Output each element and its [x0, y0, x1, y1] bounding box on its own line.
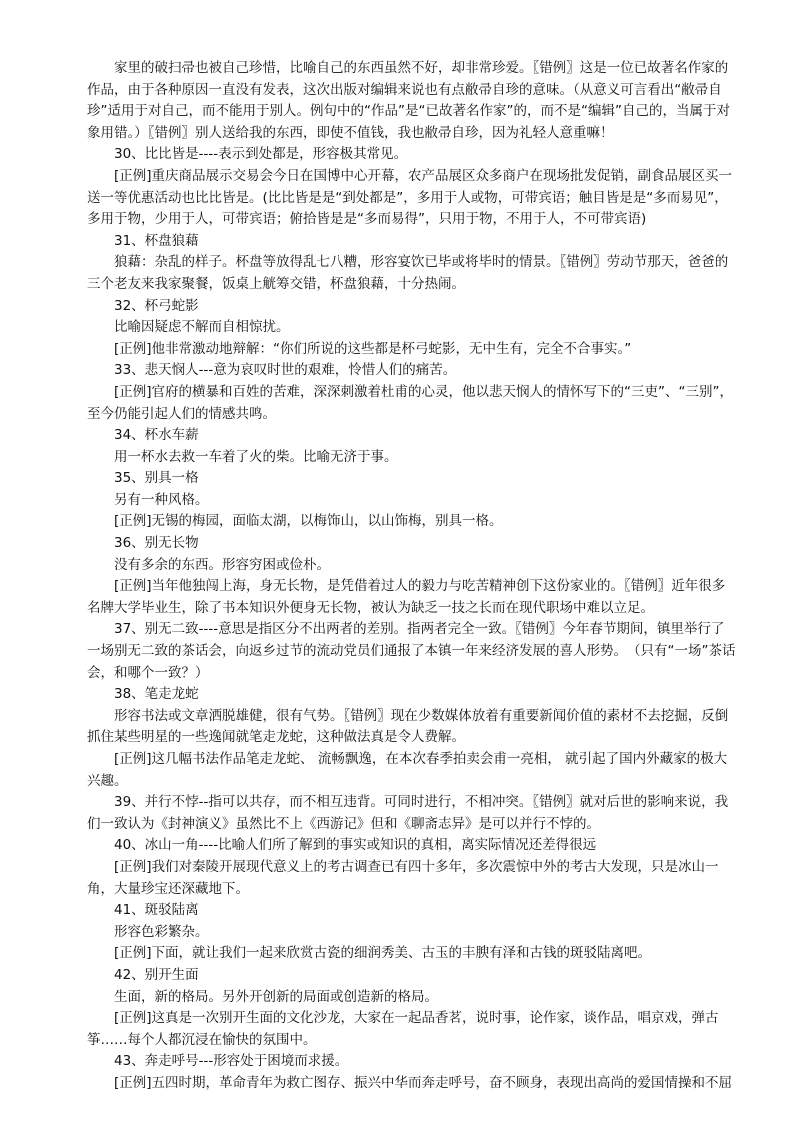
paragraph: [正例]无锡的梅园，面临太湖，以梅饰山，以山饰梅，别具一格。	[114, 513, 503, 530]
idiom-entry-heading: 39、并行不悖--指可以共存，而不相互违背。可同时进行，不相冲突。〖错例〗就对后世的影响来说，我们一致认为《封神演义》虽然比不上《西游记》但和《聊斋志异》是可以并行不悖的。	[87, 794, 729, 832]
paragraph: 形容书法或文章洒脱雄健，很有气势。〖错例〗现在少数媒体放着有重要新闻价值的素材不去挖掘，反倒抓住某些明星的一些逸闻就笔走龙蛇，这种做法真是令人费解。	[87, 707, 729, 746]
paragraph: [正例]五四时期，革命青年为救亡图存、振兴中华而奔走呼号，奋不顾身，表现出高尚的爱国情操和不屈	[114, 1074, 733, 1091]
paragraph: [正例]官府的横暴和百姓的苦难，深深刺激着杜甫的心灵，他以悲天悯人的情怀写下的“三吏”、“三别”，至今仍能引起人们的情感共鸣。	[87, 383, 734, 422]
idiom-entry-heading: 33、悲天悯人---意为哀叹时世的艰难，怜惜人们的痛苦。	[114, 362, 457, 379]
paragraph: 生面，新的格局。另外开创新的局面或创造新的格局。	[114, 988, 438, 1005]
paragraph: 形容色彩繁杂。	[114, 923, 209, 940]
paragraph: [正例]当年他独闯上海，身无长物，是凭借着过人的毅力与吃苦精神创下这份家业的。〖错例〗近年很多名牌大学毕业生，除了书本知识外便身无长物，被认为缺乏一技之长而在现代职场中难以立足。	[87, 578, 726, 616]
idiom-entry-heading: 41、斑驳陆离	[114, 902, 199, 919]
idiom-entry-heading: 30、比比皆是----表示到处都是，形容极其常见。	[114, 146, 408, 163]
paragraph: [正例]这几幅书法作品笔走龙蛇、 流畅飘逸，在本次春季拍卖会甫一亮相， 就引起了国内外藏家的极大兴趣。	[87, 751, 728, 789]
paragraph: 另有一种风格。	[114, 491, 209, 508]
paragraph: [正例]这真是一次别开生面的文化沙龙，大家在一起品香茗，说时事，论作家，谈作品，唱京戏，弹古筝……每个人都沉浸在愉快的氛围中。	[87, 1010, 719, 1048]
paragraph: 用一杯水去救一车着了火的柴。比喻无济于事。	[114, 448, 398, 465]
idiom-entry-heading: 35、别具一格	[114, 470, 199, 487]
paragraph: 没有多余的东西。形容穷困或俭朴。	[114, 556, 330, 573]
paragraph: [正例]他非常激动地辩解：“你们所说的这些都是杯弓蛇影，无中生有，完全不合事实。”	[114, 340, 632, 357]
idiom-entry-heading: 36、别无长物	[114, 535, 199, 552]
paragraph: [正例]下面，就让我们一起来欣赏古瓷的细润秀美、古玉的丰腴有泽和古钱的斑驳陆离吧。	[114, 945, 652, 962]
idiom-entry-heading: 32、杯弓蛇影	[114, 297, 199, 314]
idiom-entry-heading: 31、杯盘狼藉	[114, 232, 199, 249]
paragraph: 比喻因疑虑不解而自相惊扰。	[114, 319, 290, 336]
paragraph: [正例]重庆商品展示交易会今日在国博中心开幕，农产品展区众多商户在现场批发促销，副食品展区买一送一等优惠活动也比比皆是。(比比皆是是“到处都是”，多用于人或物，可带宾语；触目皆是是“多而易见”，多用于物，少用于人，可带宾语；俯拾皆是是“多而易得”，只用于物，不用于人，不可带宾语)	[87, 167, 733, 228]
idiom-entry-heading: 40、冰山一角----比喻人们所了解到的事实或知识的真相，离实际情况还差得很远	[114, 837, 597, 854]
idiom-entry-heading: 38、笔走龙蛇	[114, 686, 199, 703]
idiom-entry-heading: 37、别无二致----意思是指区分不出两者的差别。指两者完全一致。〖错例〗今年春节期间，镇里举行了一场别无二致的茶话会，向返乡过节的流动党员们通报了本镇一年来经济发展的喜人形势。 （只有“一场”茶话会，和哪个一致？）	[87, 621, 736, 681]
paragraph: 家里的破扫帚也被自己珍惜，比喻自己的东西虽然不好，却非常珍爱。〖错例〗这是一位已故著名作家的作品，由于各种原因一直没有发表，这次出版对编辑来说也有点敝帚自珍的意味。（从意义可言看出“敝帚自珍”适用于对自己，而不能用于别人。例句中的“作品”是“已故著名作家”的，而不是“编辑”自己的，当属于对象用错。）〖错例〗别人送给我的东西，即使不值钱，我也敝帚自珍，因为礼轻人意重嘛！	[87, 60, 730, 141]
idiom-entry-heading: 42、别开生面	[114, 966, 199, 983]
idiom-entry-heading: 43、奔走呼号---形容处于困境而求援。	[114, 1053, 349, 1070]
paragraph: [正例]我们对秦陵开展现代意义上的考古调查已有四十多年，多次震惊中外的考古大发现，只是冰山一角，大量珍宝还深藏地下。	[87, 858, 719, 897]
paragraph: 狼藉：杂乱的样子。杯盘等放得乱七八糟，形容宴饮已毕或将毕时的情景。〖错例〗劳动节那天，爸爸的三个老友来我家聚餐，饭桌上觥筹交错，杯盘狼藉，十分热闹。	[87, 254, 729, 292]
idiom-entry-heading: 34、杯水车薪	[114, 427, 199, 444]
